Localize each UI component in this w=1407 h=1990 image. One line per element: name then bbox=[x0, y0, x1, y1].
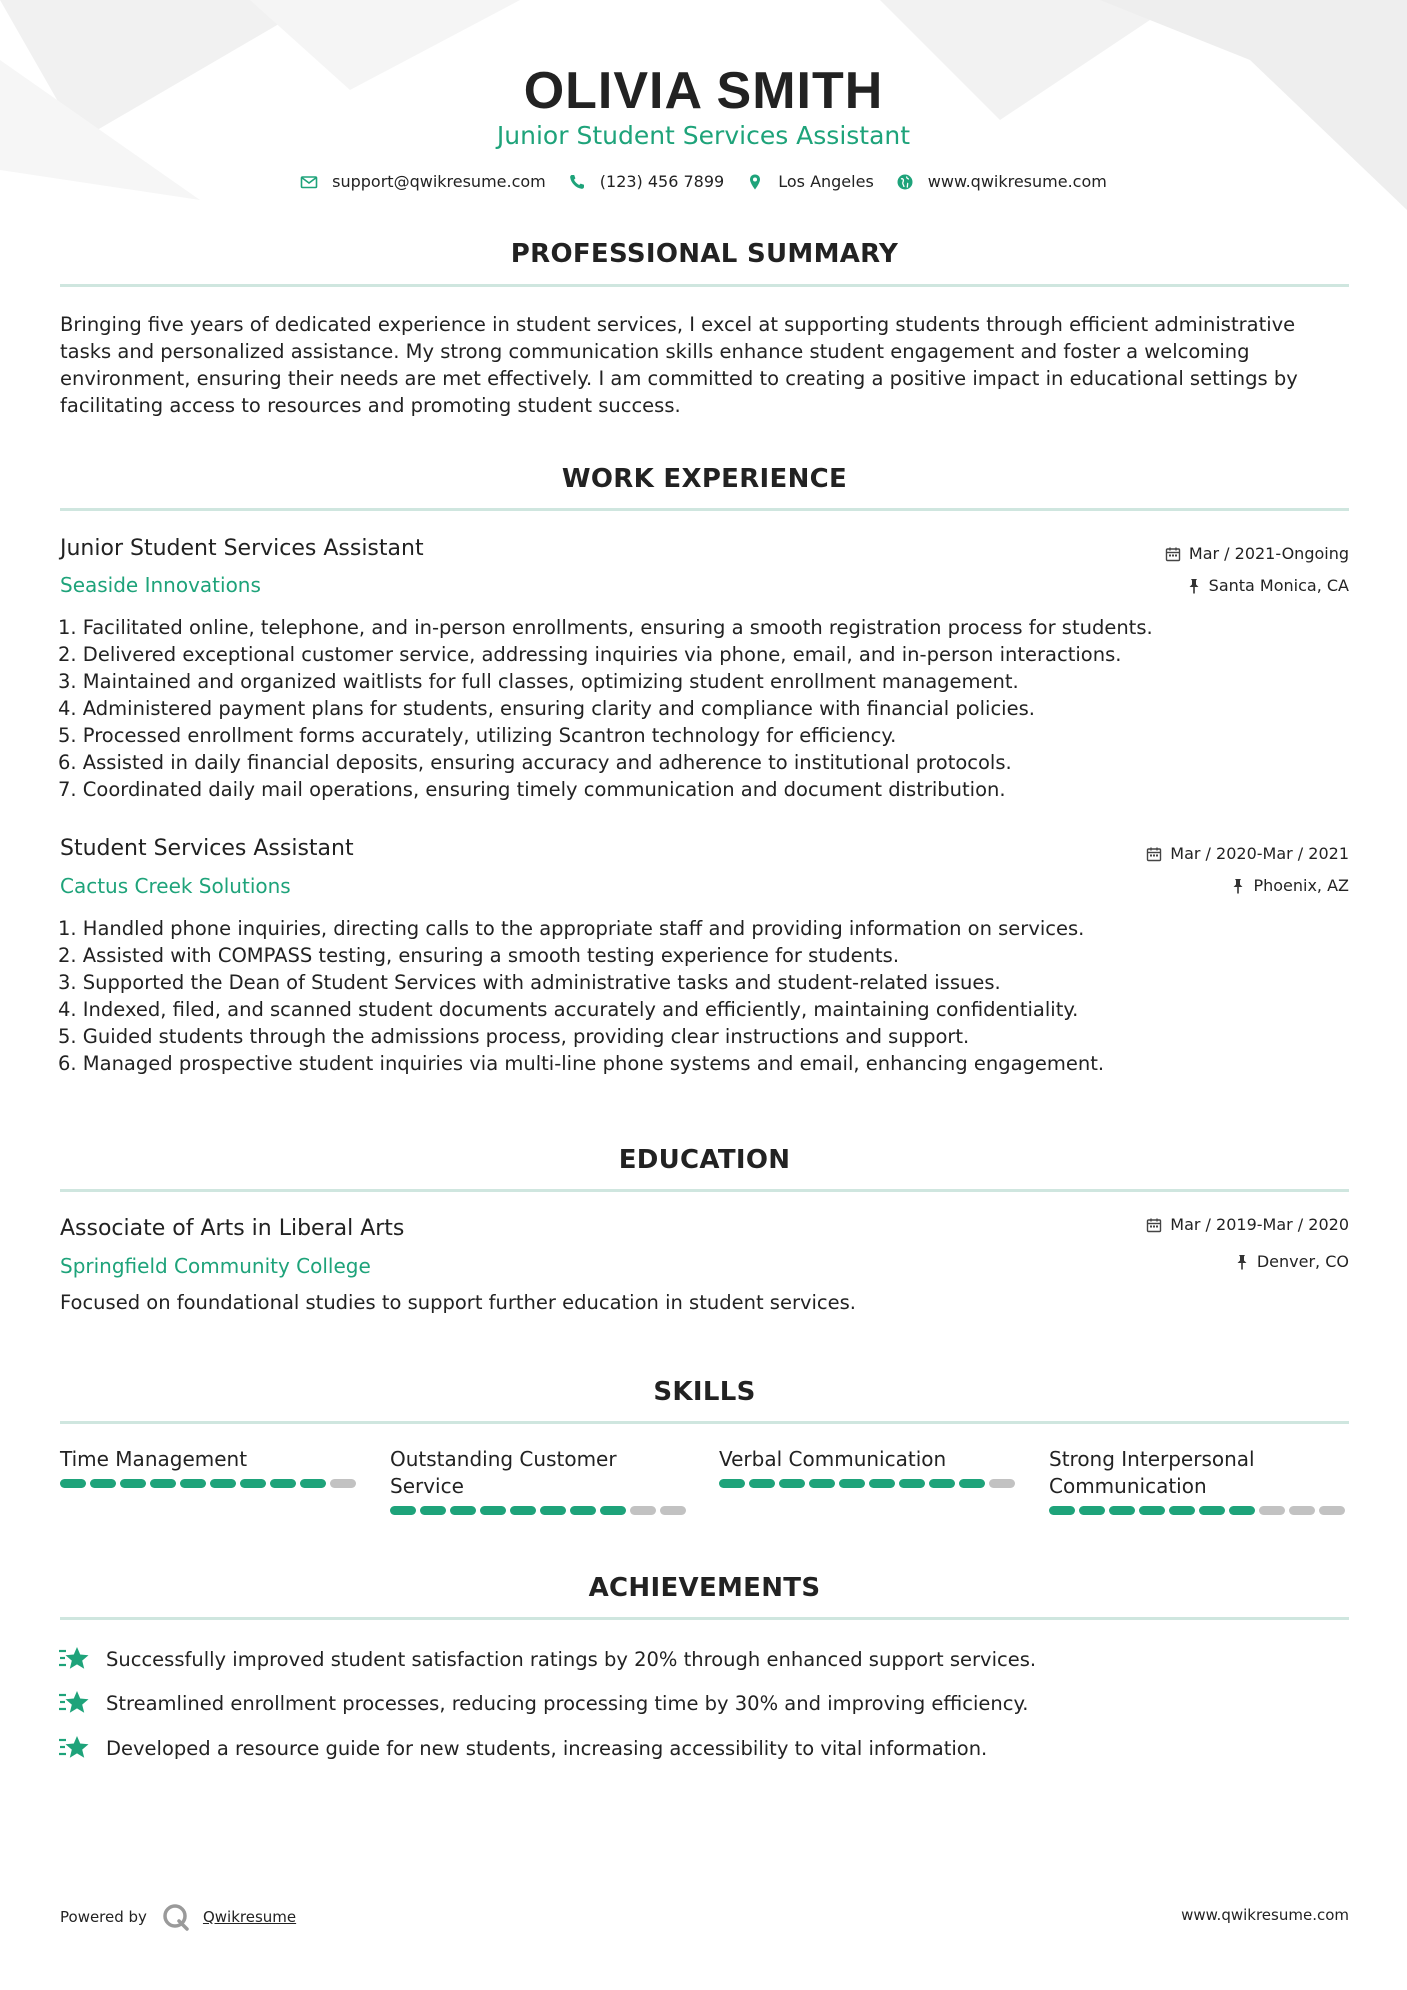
achievements-divider bbox=[60, 1617, 1349, 1620]
skill-segment-empty bbox=[630, 1506, 656, 1515]
list-item: 1. Handled phone inquiries, directing calls to the appropriate staff and providing information on services. bbox=[58, 917, 1085, 940]
list-item: 1. Facilitated online, telephone, and in-person enrollments, ensuring a smooth registration process for students. bbox=[58, 616, 1153, 639]
skill-segment-filled bbox=[899, 1479, 925, 1488]
contact-email-text: support@qwikresume.com bbox=[332, 172, 546, 191]
skill-segment-filled bbox=[1079, 1506, 1105, 1515]
skill-segment-empty bbox=[1289, 1506, 1315, 1515]
skill-rating-bar bbox=[719, 1479, 1019, 1488]
star-award-icon bbox=[58, 1734, 90, 1762]
achievement-item bbox=[58, 1689, 1028, 1717]
skills-heading: SKILLS bbox=[653, 1377, 756, 1407]
list-item: 7. Coordinated daily mail operations, ensuring timely communication and document distribution. bbox=[58, 778, 1006, 801]
education-location-text: Denver, CO bbox=[1256, 1252, 1349, 1271]
skill-segment-filled bbox=[180, 1479, 206, 1488]
skill-segment-empty bbox=[989, 1479, 1015, 1488]
candidate-name: OLIVIA SMITH bbox=[523, 62, 884, 120]
job-dates-text: Mar / 2020-Mar / 2021 bbox=[1170, 844, 1349, 863]
skill-item bbox=[390, 1446, 690, 1515]
list-item: 3. Supported the Dean of Student Services with administrative tasks and student-related issues. bbox=[58, 971, 1001, 994]
skills-divider bbox=[60, 1421, 1349, 1424]
skill-segment-filled bbox=[420, 1506, 446, 1515]
skill-name: Strong Interpersonal Communication bbox=[1049, 1447, 1255, 1498]
job-dates-text: Mar / 2021-Ongoing bbox=[1188, 544, 1349, 563]
experience-divider bbox=[60, 508, 1349, 511]
summary-text: Bringing five years of dedicated experience in student services, I excel at supporting students through efficient administrative tasks and personalized assistance. My strong communication skills enhance student engagement and foster a welcoming environment, ensuring their needs are met effectively. I am committed to creating a positive impact in educational settings by facilitating access to resources and promoting student success. bbox=[60, 313, 1298, 417]
contact-website[interactable] bbox=[896, 172, 1107, 191]
skill-segment-filled bbox=[120, 1479, 146, 1488]
list-item: 6. Managed prospective student inquiries via multi-line phone systems and email, enhancing engagement. bbox=[58, 1052, 1105, 1075]
skill-segment-filled bbox=[1229, 1506, 1255, 1515]
skill-segment-empty bbox=[1259, 1506, 1285, 1515]
skill-segment-filled bbox=[480, 1506, 506, 1515]
skill-segment-filled bbox=[300, 1479, 326, 1488]
skill-rating-bar bbox=[1049, 1506, 1349, 1515]
powered-by-label: Powered by bbox=[60, 1908, 147, 1926]
education-divider bbox=[60, 1189, 1349, 1192]
list-item: 3. Maintained and organized waitlists for full classes, optimizing student enrollment management. bbox=[58, 670, 1019, 693]
skill-segment-filled bbox=[540, 1506, 566, 1515]
skill-segment-filled bbox=[1109, 1506, 1135, 1515]
skill-segment-filled bbox=[270, 1479, 296, 1488]
qwikresume-logo-icon bbox=[161, 1902, 193, 1932]
skill-name: Time Management bbox=[60, 1447, 248, 1471]
summary-divider bbox=[60, 284, 1349, 287]
achievement-item bbox=[58, 1734, 987, 1762]
footer-powered-by bbox=[60, 1902, 296, 1932]
pushpin-icon bbox=[1187, 578, 1201, 594]
list-item: 2. Delivered exceptional customer service, addressing inquiries via phone, email, and in-person interactions. bbox=[58, 643, 1122, 666]
skill-segment-filled bbox=[60, 1479, 86, 1488]
skill-segment-filled bbox=[839, 1479, 865, 1488]
skill-segment-filled bbox=[210, 1479, 236, 1488]
skill-segment-filled bbox=[600, 1506, 626, 1515]
job-bullets bbox=[58, 915, 1348, 1077]
qwikresume-link[interactable]: Qwikresume bbox=[202, 1908, 297, 1926]
skill-rating-bar bbox=[60, 1479, 360, 1488]
candidate-title: Junior Student Services Assistant bbox=[496, 121, 911, 150]
job-location bbox=[1231, 875, 1349, 897]
calendar-icon bbox=[1146, 1217, 1162, 1233]
contact-email[interactable] bbox=[300, 172, 546, 191]
star-award-icon bbox=[58, 1689, 90, 1717]
skill-segment-filled bbox=[869, 1479, 895, 1488]
contact-website-text: www.qwikresume.com bbox=[927, 172, 1107, 191]
skill-segment-filled bbox=[510, 1506, 536, 1515]
list-item: 6. Assisted in daily financial deposits, ensuring accuracy and adherence to institutional protocols. bbox=[58, 751, 1012, 774]
list-item: 2. Assisted with COMPASS testing, ensuring a smooth testing experience for students. bbox=[58, 944, 900, 967]
contact-phone-text: (123) 456 7899 bbox=[599, 172, 725, 191]
job-location-text: Santa Monica, CA bbox=[1208, 576, 1349, 595]
list-item: 4. Administered payment plans for students, ensuring clarity and compliance with financial policies. bbox=[58, 697, 1035, 720]
skill-segment-filled bbox=[450, 1506, 476, 1515]
skill-segment-filled bbox=[240, 1479, 266, 1488]
skill-segment-filled bbox=[1139, 1506, 1165, 1515]
achievement-text: Developed a resource guide for new students, increasing accessibility to vital information. bbox=[106, 1736, 988, 1760]
job-company: Cactus Creek Solutions bbox=[60, 874, 291, 898]
pushpin-icon bbox=[1231, 878, 1245, 894]
calendar-icon bbox=[1146, 846, 1162, 862]
contact-location-text: Los Angeles bbox=[778, 172, 874, 191]
job-dates bbox=[1146, 843, 1349, 865]
pushpin-icon bbox=[1235, 1254, 1249, 1270]
job-title: Junior Student Services Assistant bbox=[60, 536, 424, 561]
list-item: 5. Processed enrollment forms accurately, utilizing Scantron technology for efficiency. bbox=[58, 724, 897, 747]
skill-segment-filled bbox=[929, 1479, 955, 1488]
skill-segment-filled bbox=[719, 1479, 745, 1488]
education-dates bbox=[1146, 1214, 1349, 1236]
skill-segment-filled bbox=[749, 1479, 775, 1488]
footer-website[interactable]: www.qwikresume.com bbox=[1181, 1906, 1349, 1924]
skill-item bbox=[60, 1446, 360, 1488]
education-dates-text: Mar / 2019-Mar / 2020 bbox=[1170, 1215, 1349, 1234]
skill-segment-empty bbox=[1319, 1506, 1345, 1515]
summary-heading: PROFESSIONAL SUMMARY bbox=[510, 239, 899, 269]
skill-segment-filled bbox=[809, 1479, 835, 1488]
job-location bbox=[1187, 575, 1349, 597]
globe-icon bbox=[896, 173, 914, 191]
education-school: Springfield Community College bbox=[60, 1254, 371, 1278]
skill-segment-filled bbox=[779, 1479, 805, 1488]
achievement-item bbox=[58, 1645, 1036, 1673]
map-pin-icon bbox=[746, 173, 764, 191]
skill-item bbox=[1049, 1446, 1349, 1515]
skill-segment-filled bbox=[390, 1506, 416, 1515]
skill-segment-empty bbox=[330, 1479, 356, 1488]
contact-location bbox=[746, 172, 874, 191]
job-title: Student Services Assistant bbox=[60, 836, 354, 861]
achievement-text: Streamlined enrollment processes, reducing processing time by 30% and improving efficiency. bbox=[106, 1691, 1029, 1715]
job-location-text: Phoenix, AZ bbox=[1253, 876, 1349, 895]
skill-name: Verbal Communication bbox=[719, 1447, 947, 1471]
skill-item bbox=[719, 1446, 1019, 1488]
skill-segment-filled bbox=[1199, 1506, 1225, 1515]
contact-phone[interactable] bbox=[568, 172, 724, 191]
skill-segment-filled bbox=[959, 1479, 985, 1488]
skill-name: Outstanding Customer Service bbox=[390, 1447, 617, 1498]
skill-segment-filled bbox=[1049, 1506, 1075, 1515]
education-heading: EDUCATION bbox=[618, 1145, 791, 1175]
skill-segment-filled bbox=[570, 1506, 596, 1515]
contact-bar bbox=[0, 172, 1407, 191]
skill-rating-bar bbox=[390, 1506, 690, 1515]
calendar-icon bbox=[1165, 546, 1181, 562]
achievement-text: Successfully improved student satisfaction ratings by 20% through enhanced support services. bbox=[106, 1647, 1037, 1671]
list-item: 5. Guided students through the admissions process, providing clear instructions and support. bbox=[58, 1025, 970, 1048]
job-bullets bbox=[58, 614, 1348, 803]
star-award-icon bbox=[58, 1645, 90, 1673]
skill-segment-empty bbox=[660, 1506, 686, 1515]
skill-segment-filled bbox=[1169, 1506, 1195, 1515]
education-degree: Associate of Arts in Liberal Arts bbox=[60, 1216, 405, 1241]
job-company: Seaside Innovations bbox=[60, 573, 261, 597]
envelope-icon bbox=[300, 173, 318, 191]
education-description: Focused on foundational studies to support further education in student services. bbox=[60, 1291, 857, 1314]
achievements-heading: ACHIEVEMENTS bbox=[588, 1573, 821, 1603]
skill-segment-filled bbox=[90, 1479, 116, 1488]
experience-heading: WORK EXPERIENCE bbox=[561, 464, 848, 494]
education-location bbox=[1235, 1251, 1349, 1273]
list-item: 4. Indexed, filed, and scanned student documents accurately and efficiently, maintaining confidentiality. bbox=[58, 998, 1079, 1021]
skill-segment-filled bbox=[150, 1479, 176, 1488]
job-dates bbox=[1165, 543, 1349, 565]
phone-icon bbox=[568, 173, 586, 191]
